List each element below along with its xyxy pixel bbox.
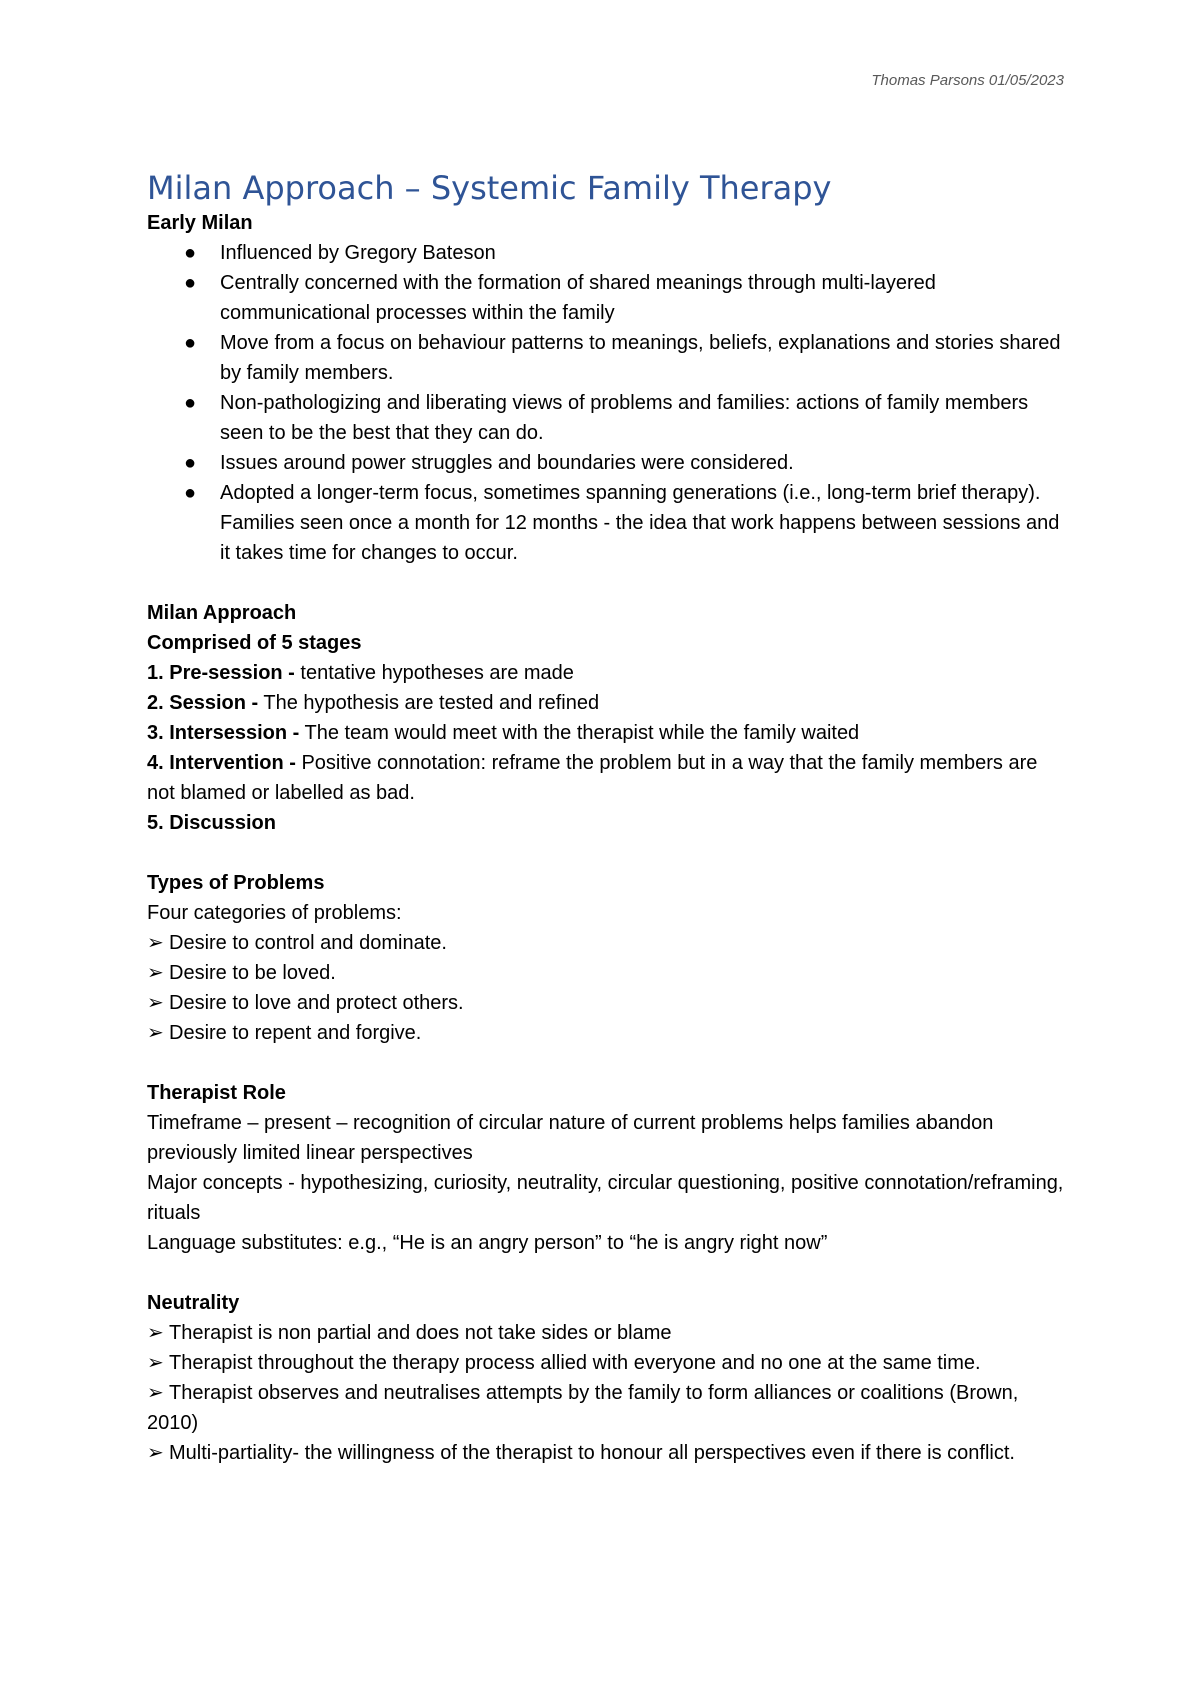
bullet-icon: ●	[184, 482, 197, 504]
document-title: Milan Approach – Systemic Family Therapy	[147, 169, 832, 207]
list-item: ● Influenced by Gregory Bateson	[220, 238, 1067, 268]
problem-item: ➢ Desire to love and protect others.	[147, 988, 1067, 1018]
stage-label: 2. Session -	[147, 692, 259, 714]
list-item: ● Centrally concerned with the formation of shared meanings through multi-layered communicational processes within the family	[220, 268, 1067, 328]
spacer	[147, 1258, 1067, 1288]
bullet-icon: ●	[184, 392, 197, 414]
arrow-bullet-icon: ➢	[147, 962, 164, 984]
spacer	[147, 568, 1067, 598]
list-item: ● Non-pathologizing and liberating views of problems and families: actions of family members seen to be the best that they can do.	[220, 388, 1067, 448]
stage-label: 1. Pre-session -	[147, 662, 295, 684]
arrow-bullet-icon: ➢	[147, 1382, 164, 1404]
milan-approach-heading: Milan Approach	[147, 602, 297, 624]
arrow-bullet-icon: ➢	[147, 1022, 164, 1044]
bullet-icon: ●	[184, 452, 197, 474]
therapist-role-line: Timeframe – present – recognition of circular nature of current problems helps families abandon previously limited linear perspectives	[147, 1112, 994, 1164]
arrow-bullet-icon: ➢	[147, 932, 164, 954]
neutrality-item: ➢ Multi-partiality- the willingness of the therapist to honour all perspectives even if there is conflict.	[147, 1438, 1067, 1468]
header-author-date: Thomas Parsons 01/05/2023	[871, 72, 1064, 89]
therapist-role-line: Language substitutes: e.g., “He is an angry person” to “he is angry right now”	[147, 1232, 828, 1254]
milan-approach-subheading: Comprised of 5 stages	[147, 632, 362, 654]
problem-item: ➢ Desire to control and dominate.	[147, 928, 1067, 958]
spacer	[147, 838, 1067, 868]
neutrality-item: ➢ Therapist is non partial and does not take sides or blame	[147, 1318, 1067, 1348]
stage-item	[147, 718, 1067, 748]
therapist-role-heading: Therapist Role	[147, 1082, 286, 1104]
arrow-bullet-icon: ➢	[147, 1352, 164, 1374]
stage-item	[147, 688, 1067, 718]
stage-label: 3. Intersession -	[147, 722, 300, 744]
arrow-bullet-icon: ➢	[147, 1442, 164, 1464]
stage-item	[147, 658, 1067, 688]
stage-item	[147, 808, 1067, 838]
stage-label: 4. Intervention -	[147, 752, 296, 774]
early-milan-heading: Early Milan	[147, 212, 253, 234]
stage-item	[147, 748, 1067, 808]
stage-label: 5. Discussion	[147, 812, 276, 834]
document-body	[147, 168, 1067, 1468]
types-of-problems-intro: Four categories of problems:	[147, 902, 402, 924]
list-item: ● Issues around power struggles and boundaries were considered.	[220, 448, 1067, 478]
bullet-icon: ●	[184, 242, 197, 264]
arrow-bullet-icon: ➢	[147, 1322, 164, 1344]
problem-item: ➢ Desire to be loved.	[147, 958, 1067, 988]
types-of-problems-heading: Types of Problems	[147, 872, 325, 894]
neutrality-item: ➢ Therapist observes and neutralises attempts by the family to form alliances or coalitions (Brown, 2010)	[147, 1378, 1067, 1438]
bullet-icon: ●	[184, 332, 197, 354]
problem-item: ➢ Desire to repent and forgive.	[147, 1018, 1067, 1048]
stage-text: The team would meet with the therapist while the family waited	[299, 722, 860, 744]
stage-text: Positive connotation: reframe the problem but in a way that the family members are not blamed or labelled as bad.	[147, 752, 1038, 804]
list-item: ● Adopted a longer-term focus, sometimes spanning generations (i.e., long-term brief therapy). Families seen once a month for 12 months - the idea that work happens between sessions and it takes time for changes to occur.	[220, 478, 1067, 568]
therapist-role-line: Major concepts - hypothesizing, curiosity, neutrality, circular questioning, positive connotation/reframing, rituals	[147, 1172, 1064, 1224]
stage-text: tentative hypotheses are made	[294, 662, 574, 684]
neutrality-heading: Neutrality	[147, 1292, 240, 1314]
list-item: ● Move from a focus on behaviour patterns to meanings, beliefs, explanations and stories shared by family members.	[220, 328, 1067, 388]
bullet-icon: ●	[184, 272, 197, 294]
early-milan-list	[147, 238, 1067, 568]
spacer	[147, 1048, 1067, 1078]
arrow-bullet-icon: ➢	[147, 992, 164, 1014]
stage-text: The hypothesis are tested and refined	[258, 692, 600, 714]
neutrality-item: ➢ Therapist throughout the therapy process allied with everyone and no one at the same time.	[147, 1348, 1067, 1378]
